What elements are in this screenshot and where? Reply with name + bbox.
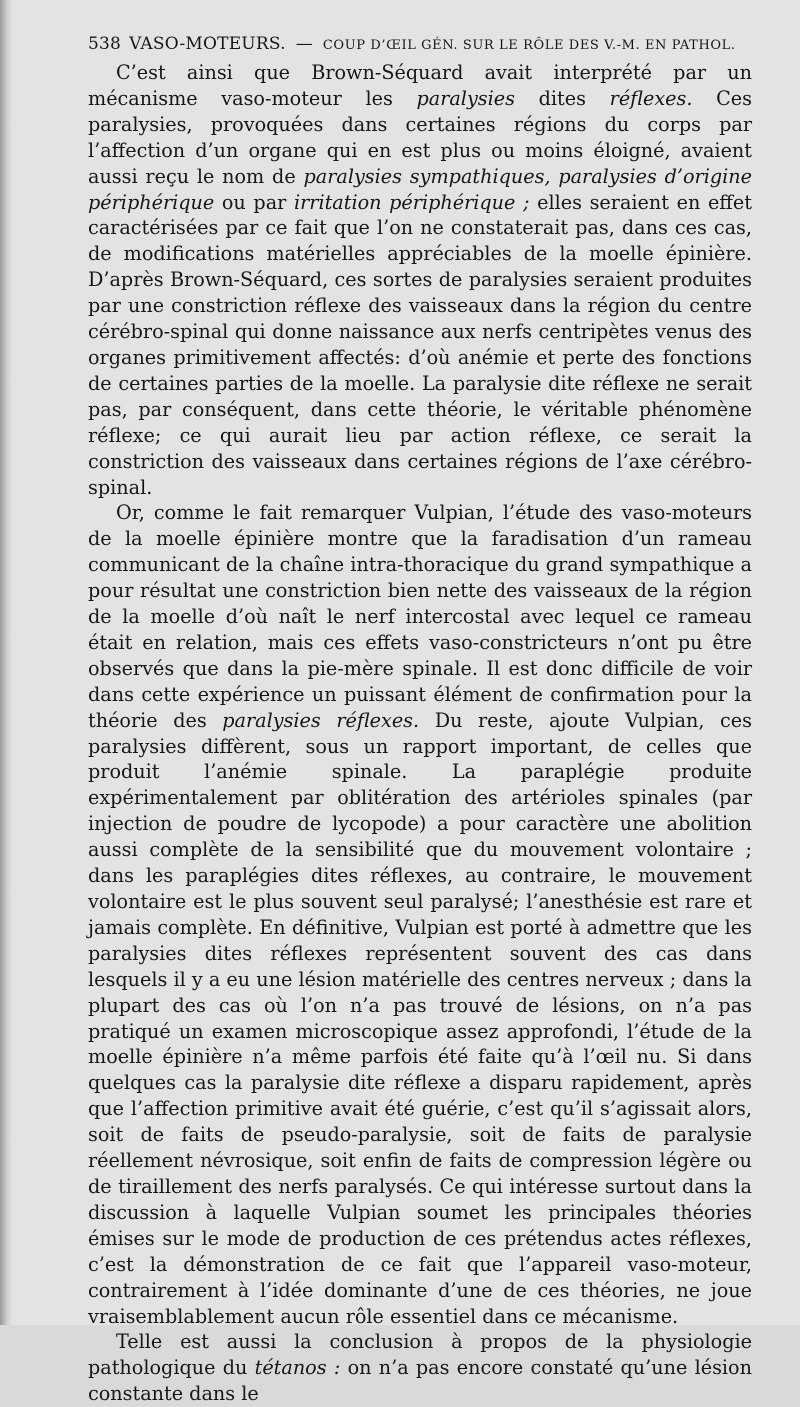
header-dash: — <box>295 34 313 54</box>
text-run: C’est ainsi que Brown-Séquard avait interprété par un mécanisme vaso-moteur les <box>88 61 752 110</box>
italic-run: irritation périphérique ; <box>293 190 530 214</box>
text-run: elles seraient en effet caractérisées par ce fait que l’on ne constaterait pas, dans ces cas, de modifications matérielles appréciables de la moelle épinière. D’après Brown-Séquard, ces sortes de paralysies seraient produites par une constriction réflexe des vaisseaux dans la région du centre cérébro-spinal qui donne naissance aux nerfs centripètes venus des organes primitivement affectés: d’où anémie et perte des fonctions de certaines parties de la moelle. La paralysie dite réflexe ne serait pas, par conséquent, dans cette théorie, le véritable phénomène réflexe; ce qui aurait lieu par action réflexe, ce serait la constriction des vaisseaux dans certaines régions de l’axe cérébro-spinal. <box>88 190 752 499</box>
page-gutter-shadow <box>0 0 12 1325</box>
text-run: Du reste, ajoute Vulpian, ces paralysies diffèrent, sous un rapport important, de celles que produit l’anémie spinale. La paraplégie produite expérimentalement par oblitération des artérioles spinales (par injection de poudre de lycopode) a pour caractère une abolition aussi complète de la sensibilité que du mouvement volontaire ; dans les paraplégies dites réflexes, au contraire, le mouvement volontaire est le plus souvent seul paralysé; l’anesthésie est rare et jamais complète. En définitive, Vulpian est porté à admettre que les paralysies dites réflexes représentent souvent des cas dans lesquels il y a eu une lésion matérielle des centres nerveux ; dans la plupart des cas où l’on n’a pas trouvé de lésions, on n’a pas pratiqué un examen microscopique assez approfondi, l’étude de la moelle épinière n’a même parfois été faite qu’à l’œil nu. Si dans quelques cas la paralysie dite réflexe a disparu rapidement, après que l’affection primitive avait été guérie, c’est qu’il s’agissait alors, soit de faits de pseudo-paralysie, soit de faits de paralysie réellement névrosique, soit enfin de faits de compression légère ou de tiraillement des nerfs paralysés. Ce qui intéresse surtout dans la discussion à laquelle Vulpian soumet les principales théories émises sur le mode de production de ces prétendus actes réflexes, c’est la démonstration de ce fait que l’appareil vaso-moteur, contrairement à l’idée dominante d’une de ces théories, ne joue vraisemblablement aucun rôle essentiel dans ce mécanisme. <box>88 708 753 1328</box>
paragraph <box>88 60 752 500</box>
text-run: Or, comme le fait remarquer Vulpian, l’étude des vaso-moteurs de la moelle épinière montre que la faradisation d’un rameau communicant de la chaîne intra-thoracique du grand sympathique a pour résultat une constriction bien nette des vaisseaux de la région de la moelle d’où naît le nerf intercostal avec lequel ce rameau était en relation, mais ces effets vaso-constricteurs n’ont pu être observés que dans la pie-mère spinale. Il est donc difficile de voir dans cette expérience un puissant élément de confirmation pour la théorie des <box>88 501 752 732</box>
text-run: Telle est aussi la conclusion à propos de la physiologie pathologique du <box>88 1330 752 1380</box>
italic-run: paralysies sympathiques, paralysies d’origine périphérique <box>88 164 752 214</box>
text-run: dites <box>514 86 610 110</box>
italic-run: paralysies réflexes. <box>222 708 420 732</box>
paragraph <box>88 500 752 1329</box>
italic-run: paralysies <box>416 86 515 110</box>
italic-run: tétanos : <box>254 1356 341 1380</box>
text-run: ou par <box>214 190 294 214</box>
running-subtitle: COUP D’ŒIL GÉN. SUR LE RÔLE DES V.-M. EN PATHOL. <box>322 38 736 53</box>
body-text <box>88 60 752 1407</box>
text-run: Ces paralysies, provoquées dans certaines régions du corps par l’affection d’un organe qui en est plus ou moins éloigné, avaient aussi reçu le nom de <box>88 86 753 188</box>
italic-run: réflexes. <box>609 86 693 110</box>
text-run: on n’a pas encore constaté qu’une lésion constante dans le <box>88 1356 752 1406</box>
paragraph <box>88 1329 752 1407</box>
running-header <box>88 34 752 54</box>
section-title: VASO-MOTEURS. <box>129 34 286 54</box>
page-number: 538 <box>88 34 122 54</box>
